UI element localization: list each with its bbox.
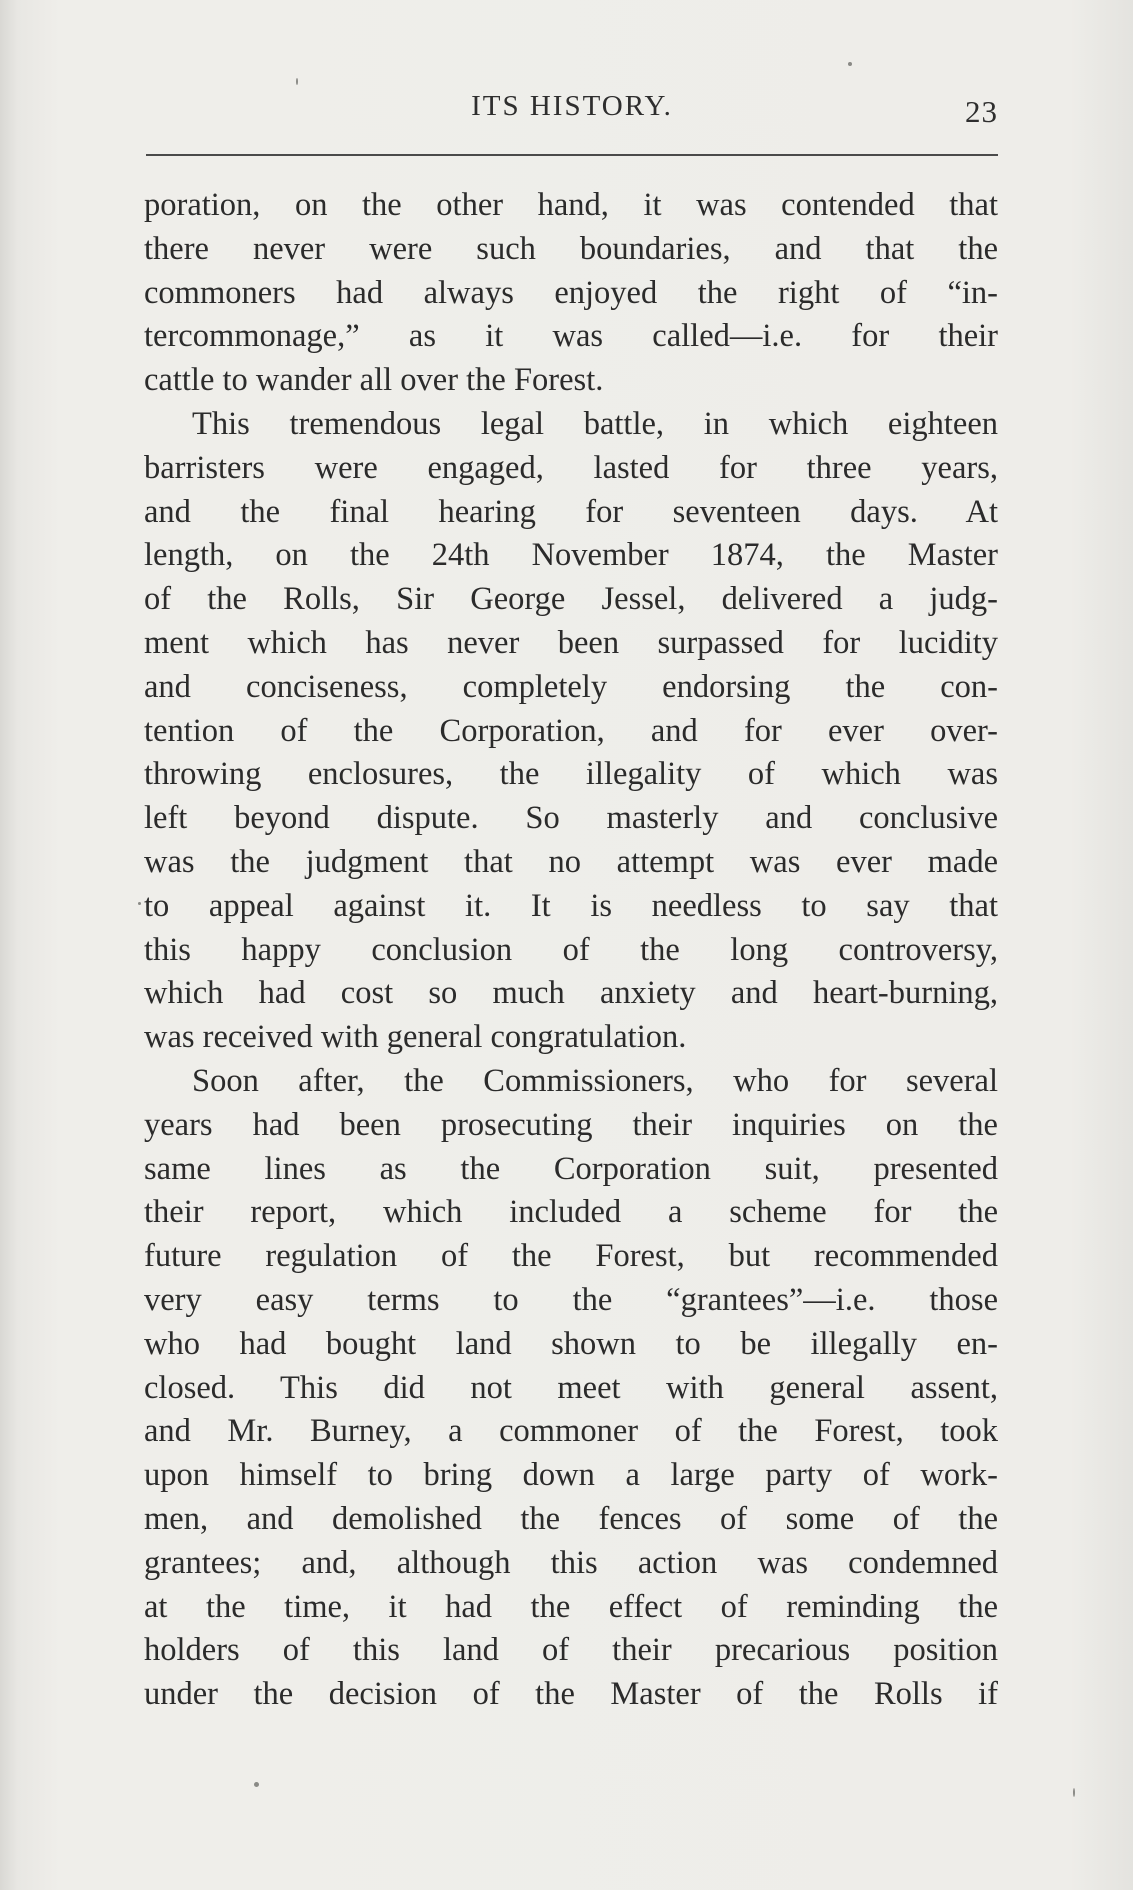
text-line: tention of the Corporation, and for ever over- bbox=[144, 712, 998, 749]
text-line: was the judgment that no attempt was ever made bbox=[144, 843, 998, 880]
text-line: Soon after, the Commissioners, who for several bbox=[192, 1062, 998, 1099]
text-line: throwing enclosures, the illegality of which was bbox=[144, 756, 998, 793]
text-line: under the decision of the Master of the Rolls if bbox=[144, 1676, 998, 1713]
paper-speck bbox=[296, 78, 298, 85]
text-line: this happy conclusion of the long controversy, bbox=[144, 931, 998, 968]
text-line: cattle to wander all over the Forest. bbox=[144, 362, 604, 399]
text-line: very easy terms to the “grantees”—i.e. those bbox=[144, 1281, 998, 1318]
text-line: same lines as the Corporation suit, presented bbox=[144, 1150, 998, 1187]
text-line: and Mr. Burney, a commoner of the Forest, took bbox=[144, 1413, 998, 1450]
text-line: men, and demolished the fences of some of the bbox=[144, 1500, 998, 1537]
text-line: holders of this land of their precarious position bbox=[144, 1632, 998, 1669]
text-line: left beyond dispute. So masterly and conclusive bbox=[144, 800, 998, 837]
text-line: grantees; and, although this action was condemned bbox=[144, 1544, 998, 1581]
text-line: poration, on the other hand, it was contended that bbox=[144, 187, 998, 223]
page-header bbox=[146, 90, 998, 138]
text-line: there never were such boundaries, and that the bbox=[144, 230, 998, 267]
text-line: to appeal against it. It is needless to say that bbox=[144, 887, 998, 924]
text-line: upon himself to bring down a large party of work- bbox=[144, 1457, 998, 1494]
header-rule bbox=[146, 154, 998, 156]
text-line: future regulation of the Forest, but recommended bbox=[144, 1238, 998, 1275]
paper-speck bbox=[254, 1782, 259, 1787]
text-line: their report, which included a scheme for the bbox=[144, 1194, 998, 1231]
text-line: closed. This did not meet with general assent, bbox=[144, 1369, 998, 1406]
paper-speck bbox=[1073, 1788, 1075, 1797]
page-number: 23 bbox=[965, 94, 998, 129]
text-line: who had bought land shown to be illegally en- bbox=[144, 1325, 998, 1362]
text-line: ment which has never been surpassed for lucidity bbox=[144, 624, 998, 661]
text-line: tercommonage,” as it was called—i.e. for their bbox=[144, 318, 998, 355]
text-line: which had cost so much anxiety and heart-burning, bbox=[144, 975, 998, 1012]
text-line: commoners had always enjoyed the right of “in- bbox=[144, 274, 998, 311]
text-line: This tremendous legal battle, in which eighteen bbox=[192, 405, 998, 442]
body-text bbox=[144, 184, 998, 1717]
text-line: length, on the 24th November 1874, the Master bbox=[144, 537, 998, 574]
text-line: of the Rolls, Sir George Jessel, delivered a judg- bbox=[144, 581, 998, 618]
paper-speck bbox=[848, 62, 852, 66]
text-line: was received with general congratulation. bbox=[144, 1019, 687, 1056]
text-line: and conciseness, completely endorsing the con- bbox=[144, 668, 998, 705]
text-line: barristers were engaged, lasted for three years, bbox=[144, 449, 998, 486]
text-line: at the time, it had the effect of reminding the bbox=[144, 1588, 998, 1625]
running-title: ITS HISTORY. bbox=[471, 90, 673, 122]
text-line: and the final hearing for seventeen days. At bbox=[144, 493, 998, 530]
paper-speck bbox=[138, 902, 141, 905]
text-line: years had been prosecuting their inquiries on the bbox=[144, 1106, 998, 1143]
